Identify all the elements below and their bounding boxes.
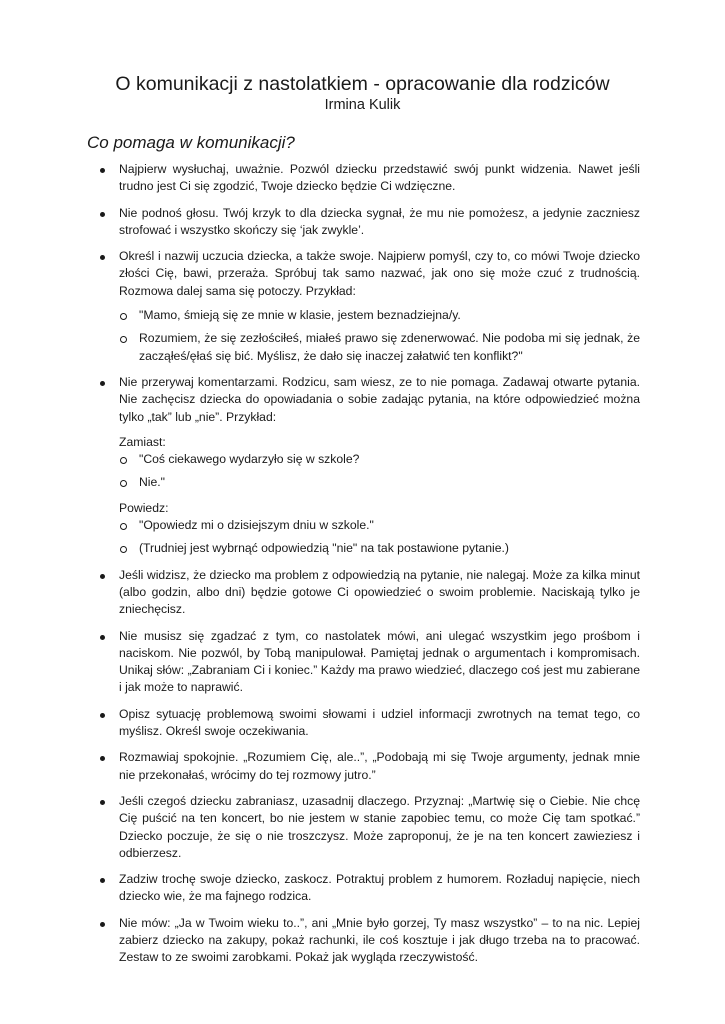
sublist-item (119, 330, 640, 365)
document-author: Irmina Kulik (324, 97, 401, 113)
list-item-text: Jeśli czegoś dziecku zabraniasz, uzasadnij dlaczego. Przyznaj: „Martwię się o Ciebie. Nie chcę Cię puścić na ten koncert, bo nie jestem w stanie zapobiec temu, co może Cię tam spotkać.” Dziecko poczuje, że się o nie troszczysz. Może zaproponuj, że je na ten koncert zawieziesz i odbierzesz. (119, 793, 640, 860)
document-title: O komunikacji z nastolatkiem - opracowanie dla rodziców (115, 73, 610, 95)
bullet-icon (100, 878, 105, 883)
example-sublist (119, 451, 640, 492)
list-item (95, 248, 640, 365)
list-item-text: Zadziw trochę swoje dziecko, zaskocz. Potraktuj problem z humorem. Rozładuj napięcie, niech dziecko wie, że ma fajnego rodzica. (119, 872, 640, 904)
list-item-text: Najpierw wysłuchaj, uważnie. Pozwól dziecku przedstawić swój punkt widzenia. Nawet jeśli trudno jest Ci się zgodzić, Twoje dziecko będzie Ci wdzięczne. (119, 162, 640, 194)
sublist-item-text: Rozumiem, że się zezłościłeś, miałeś prawo się zdenerwować. Nie podoba mi się jednak, że zacząłeś/ęłaś się bić. Myślisz, że dało się inaczej załatwić ten konflikt?" (139, 331, 640, 363)
bullet-icon (100, 212, 105, 217)
circle-bullet-icon (120, 546, 127, 553)
sublist-item (119, 474, 640, 491)
sublist-item-text: Nie." (139, 475, 165, 490)
bullet-icon (100, 713, 105, 718)
bullet-icon (100, 922, 105, 927)
example-sublist (119, 517, 640, 558)
list-item-text: Rozmawiaj spokojnie. „Rozumiem Cię, ale..”, „Podobają mi się Twoje argumenty, jednak mnie nie przekonałaś, wrócimy do tej rozmowy jutro.” (119, 750, 640, 782)
bullet-icon (100, 800, 105, 805)
list-item (95, 374, 640, 558)
bullet-icon (100, 574, 105, 579)
list-item-text: Nie podnoś głosu. Twój krzyk to dla dziecka sygnał, że mu nie pomożesz, a jedynie zaczniesz strofować i wszystko skończy się ‘jak zwykle’. (119, 205, 640, 237)
bullet-icon (100, 635, 105, 640)
section-heading: Co pomaga w komunikacji? (87, 133, 295, 152)
bullet-icon (100, 255, 105, 260)
sublist-item-text: "Coś ciekawego wydarzyło się w szkole? (139, 452, 360, 467)
list-item (95, 161, 640, 196)
circle-bullet-icon (120, 457, 127, 464)
list-item (95, 567, 640, 619)
sublist-item (119, 517, 640, 534)
circle-bullet-icon (120, 480, 127, 487)
example-label-say: Powiedz: (119, 500, 169, 515)
list-item (95, 915, 640, 967)
list-item-text: Jeśli widzisz, że dziecko ma problem z odpowiedzią na pytanie, nie nalegaj. Może za kilka minut (albo godzin, albo dni) będzie gotowe Ci opowiedzieć o swoim problemie. Naciskają tylko je zniechęcisz. (119, 567, 640, 617)
list-item-text: Nie mów: „Ja w Twoim wieku to..”, ani „Mnie było gorzej, Ty masz wszystko” – to na nic. Lepiej zabierz dziecko na zakupy, pokaż rachunki, ile coś kosztuje i jak długo trzeba na to pracować. Zestaw to ze swoimi zarobkami. Pokaż jak wygląda rzeczywistość. (119, 915, 640, 965)
list-item-text: Nie przerywaj komentarzami. Rodzicu, sam wiesz, ze to nie pomaga. Zadawaj otwarte pytania. Nie zachęcisz dziecka do opowiadania o sobie zadając pytania, na które odpowiedzieć można tylko „tak” lub „nie”. Przykład: (119, 374, 640, 424)
circle-bullet-icon (120, 313, 127, 320)
list-item (95, 871, 640, 906)
list-item-text: Nie musisz się zgadzać z tym, co nastolatek mówi, ani ulegać wszystkim jego prośbom i naciskom. Nie pozwól, by Tobą manipulował. Pamiętaj jednak o argumentach i kompromisach. Unikaj słów: „Zabraniam Ci i koniec.” Każdy ma prawo wiedzieć, dlaczego coś jest mu zabierane i jak może to naprawić. (119, 628, 640, 695)
example-sublist (119, 307, 640, 365)
bullet-icon (100, 168, 105, 173)
sublist-item (119, 540, 640, 557)
example-label-instead: Zamiast: (119, 434, 166, 449)
list-item (95, 205, 640, 240)
bullet-icon (100, 381, 105, 386)
sublist-item-text: "Mamo, śmieją się ze mnie w klasie, jestem beznadziejna/y. (139, 308, 461, 323)
list-item-text: Określ i nazwij uczucia dziecka, a także swoje. Najpierw pomyśl, czy to, co mówi Twoje dziecko złości Cię, bawi, przeraża. Spróbuj tak samo nazwać, jak ono się może czuć z trudnością. Rozmowa dalej sama się potoczy. Przykład: (119, 249, 640, 298)
list-item-text: Opisz sytuację problemową swoimi słowami i udziel informacji zwrotnych na temat tego, co myślisz. Określ swoje oczekiwania. (119, 706, 640, 739)
bullet-icon (100, 756, 105, 761)
sublist-item-text: (Trudniej jest wybrnąć odpowiedzią "nie" na tak postawione pytanie.) (139, 541, 509, 556)
sublist-item (119, 451, 640, 468)
circle-bullet-icon (120, 523, 127, 530)
sublist-item (119, 307, 640, 324)
advice-list (95, 161, 640, 976)
circle-bullet-icon (120, 336, 127, 343)
list-item (95, 793, 640, 862)
list-item (95, 628, 640, 697)
list-item (95, 706, 640, 741)
sublist-item-text: "Opowiedz mi o dzisiejszym dniu w szkole." (139, 518, 374, 533)
list-item (95, 749, 640, 784)
